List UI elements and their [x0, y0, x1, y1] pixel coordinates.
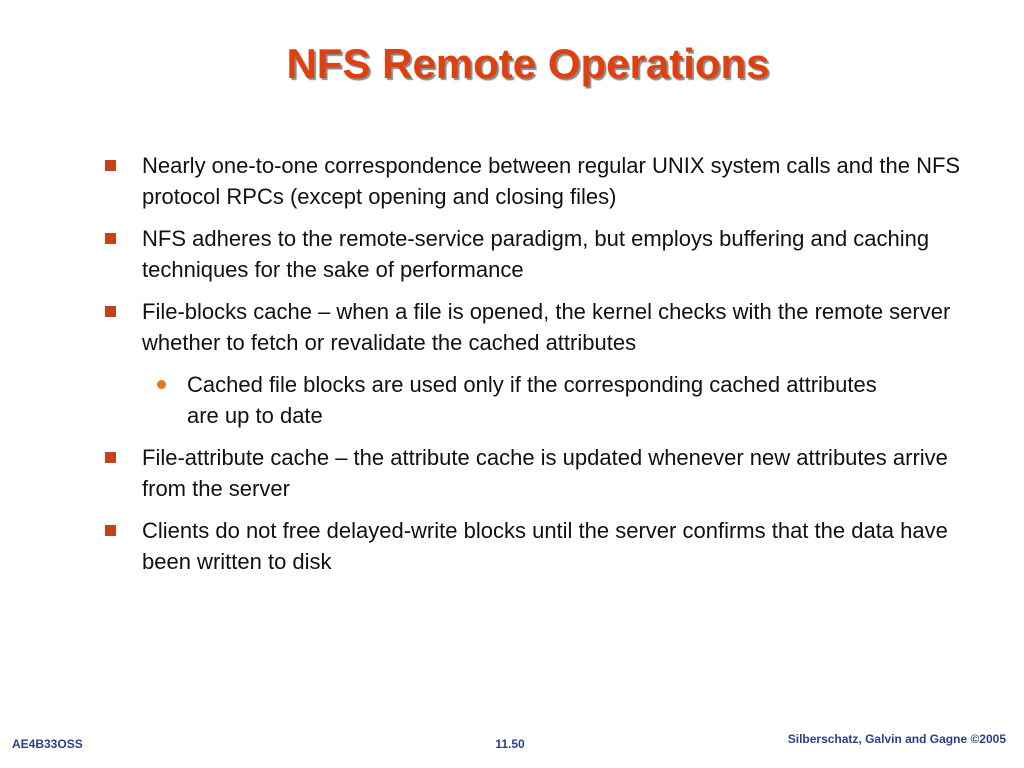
- square-bullet-icon: [105, 306, 116, 317]
- slide-footer: [0, 728, 1024, 768]
- bullet-list: [0, 150, 1024, 588]
- copyright-notice: Silberschatz, Galvin and Gagne ©2005: [787, 732, 1006, 746]
- bullet-item: [0, 296, 982, 358]
- bullet-text: NFS adheres to the remote-service paradigm, but employs buffering and caching techniques for the sake of performance: [142, 226, 930, 282]
- bullet-item: [0, 150, 982, 212]
- bullet-text: Clients do not free delayed-write blocks until the server confirms that the data have been written to disk: [142, 518, 948, 574]
- slide-title: NFS Remote Operations: [286, 40, 770, 87]
- square-bullet-icon: [105, 525, 116, 536]
- bullet-item: [0, 223, 982, 285]
- square-bullet-icon: [105, 452, 116, 463]
- bullet-item: [0, 515, 982, 577]
- square-bullet-icon: [105, 233, 116, 244]
- course-code: AE4B33OSS: [12, 737, 83, 751]
- sub-bullet-item: [0, 369, 907, 431]
- square-bullet-icon: [105, 160, 116, 171]
- bullet-item: [0, 442, 982, 504]
- page-number: 11.50: [495, 737, 525, 751]
- bullet-text: Nearly one-to-one correspondence between regular UNIX system calls and the NFS protocol RPCs (except opening and closing files): [142, 153, 961, 209]
- sub-bullet-text: Cached file blocks are used only if the corresponding cached attributes are up to date: [187, 372, 877, 428]
- bullet-text: File-attribute cache – the attribute cache is updated whenever new attributes arrive from the server: [142, 445, 948, 501]
- bullet-text: File-blocks cache – when a file is opened, the kernel checks with the remote server whether to fetch or revalidate the cached attributes: [142, 299, 951, 355]
- round-bullet-icon: [157, 380, 166, 389]
